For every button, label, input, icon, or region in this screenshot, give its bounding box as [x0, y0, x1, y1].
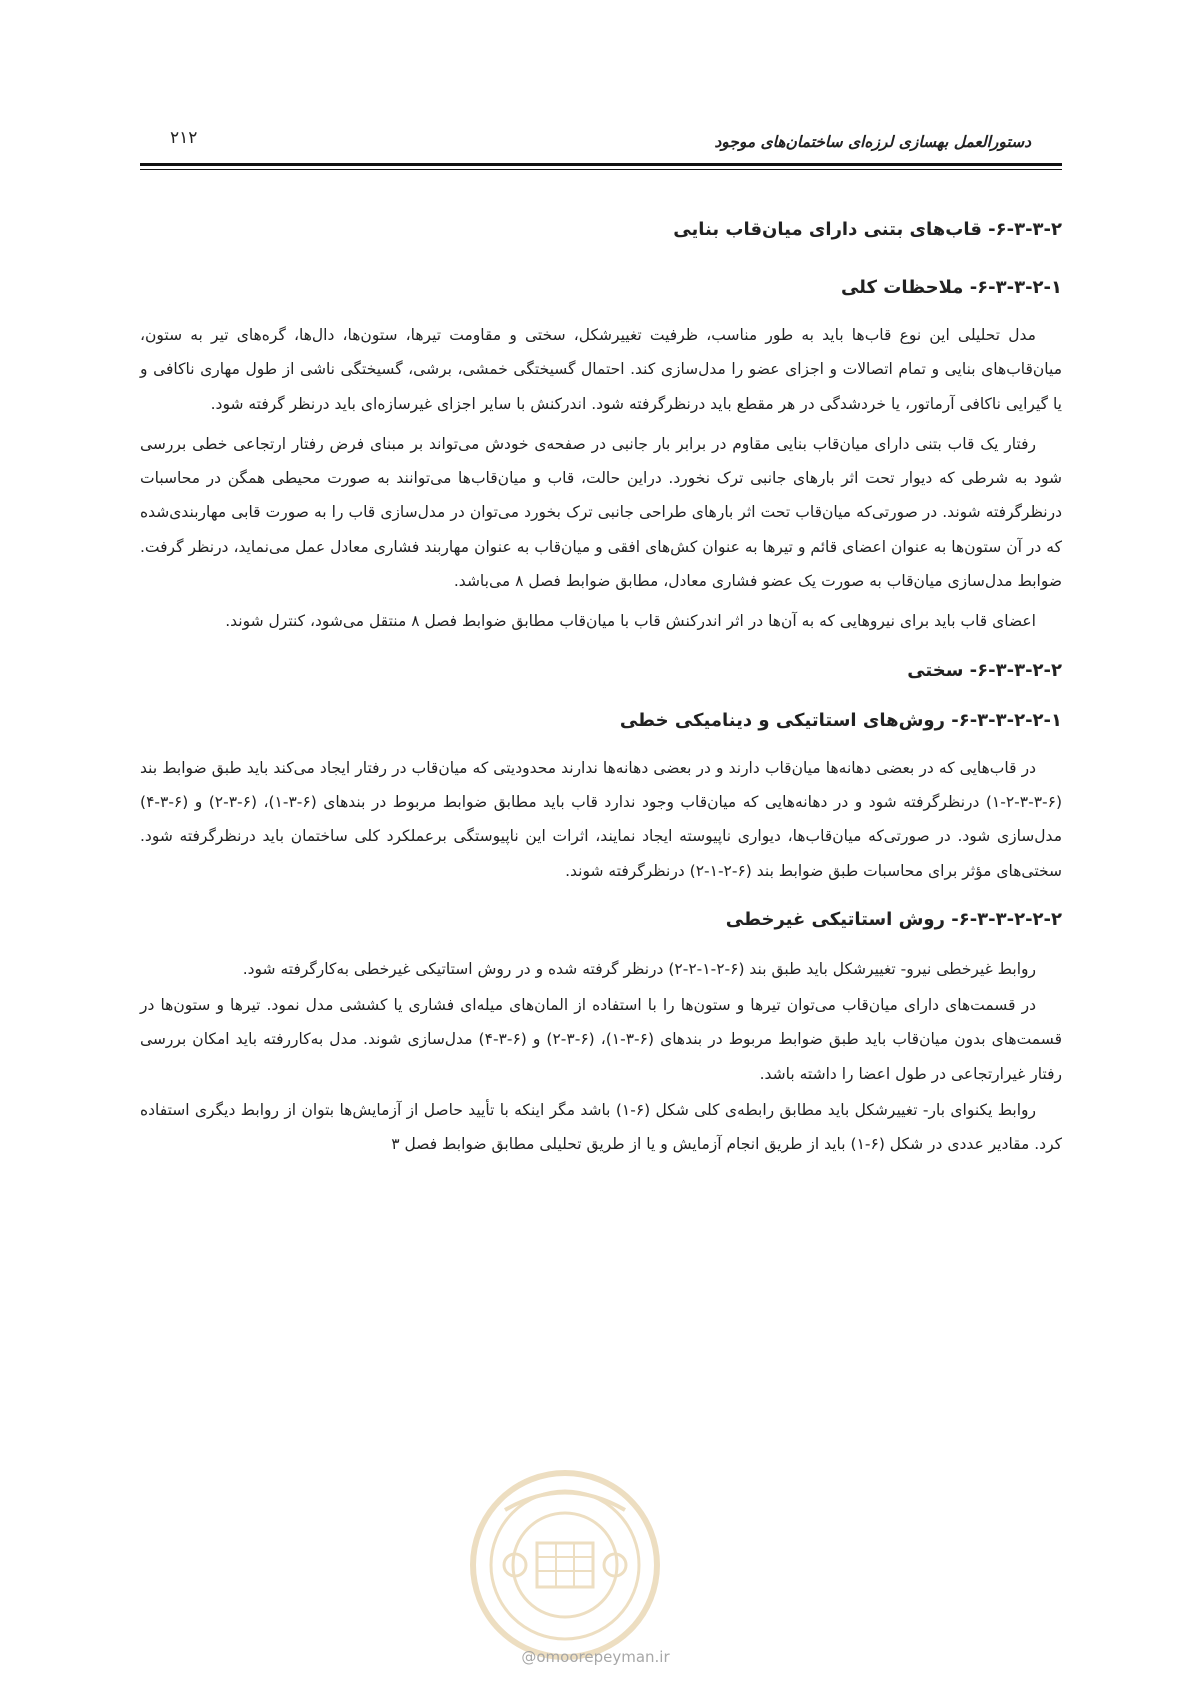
paragraph-frame-members: اعضای قاب باید برای نیروهایی که به آن‌ها در اثر اندرکنش قاب با میان‌قاب مطابق ضوابط فصل ۸ منتقل می‌شود، کنترل شوند. [225, 612, 1036, 631]
seal-stamp-watermark [465, 1465, 665, 1665]
body-content [140, 212, 1062, 1164]
footer-watermark-url: @omoorepeyman.ir [521, 1648, 670, 1666]
section-heading-stiffness: ۶-۳-۳-۲-۲- سختی [907, 659, 1062, 681]
paragraph-monotonic-relations: روابط یکنوای بار- تغییرشکل باید مطابق رابطه‌ی کلی شکل (۶-۱) باشد مگر اینکه با تأیید حاصل از آزمایش‌ها بتوان از روابط دیگری استفاده کرد. مقادیر عددی در شکل (۶-۱) باید از طریق انجام آزمایش و یا از طریق تحلیلی مطابق ضوابط فصل ۳ [140, 1101, 1062, 1154]
section-heading-general-considerations: ۶-۳-۳-۲-۱- ملاحظات کلی [840, 277, 1062, 298]
paragraph-nonlinear-relations: روابط غیرخطی نیرو- تغییرشکل باید طبق بند (۶-۲-۱-۲-۲) درنظر گرفته شده و در روش استاتیکی غیرخطی به‌کارگرفته شود. [242, 959, 1036, 978]
paragraph-infill-modeling: در قسمت‌های دارای میان‌قاب می‌توان تیرها و ستون‌ها را با استفاده از المان‌های میله‌ای فشاری یا کششی مدل نمود. تیرها و ستون‌ها در قسمت‌های بدون میان‌قاب باید طبق ضوابط مربوط در بندهای (۶-۳-۱)، (۶-۳-۲) و (۶-۳-۴) مدل‌سازی شوند. مدل به‌کاررفته باید امکان بررسی رفتار غیرارتجاعی در طول اعضا را داشته باشد. [140, 996, 1063, 1083]
paragraph-analytical-model: مدل تحلیلی این نوع قاب‌ها باید به طور مناسب، ظرفیت تغییرشکل، سختی و مقاومت تیرها، ستون‌ها، دال‌ها، گره‌های تیر به ستون، میان‌قاب‌های بنایی و تمام اتصالات و اجزای عضو را مدل‌سازی کند. احتمال گسیختگی خمشی، برشی، گسیختگی ناشی از طول مهاری ناکافی و یا گیرایی ناکافی آرماتور، یا خردشدگی در هر مقطع باید درنظرگرفته شود. اندرکنش با سایر اجزای غیرسازه‌ای باید درنظر گرفته شود. [140, 326, 1062, 413]
section-heading-linear-methods: ۶-۳-۳-۲-۲-۱- روش‌های استاتیکی و دینامیکی خطی [619, 709, 1062, 731]
section-heading-6-3-3-2: ۶-۳-۳-۲- قاب‌های بتنی دارای میان‌قاب بنایی [673, 219, 1062, 240]
section-heading-nonlinear-static: ۶-۳-۳-۲-۲-۲- روش استاتیکی غیرخطی [725, 908, 1062, 930]
paragraph-linear-methods: در قاب‌هایی که در بعضی دهانه‌ها میان‌قاب دارند و در بعضی دهانه‌ها ندارند محدودیتی که میان‌قاب در رفتار ایجاد می‌کند باید طبق ضوابط بند (۶-۳-۳-۲-۱) درنظرگرفته شود و در دهانه‌هایی که میان‌قاب وجود ندارد قاب باید مطابق ضوابط مربوط در بندهای (۶-۳-۱)، (۶-۳-۲) و (۶-۳-۴) مدل‌سازی شود. در صورتی‌که میان‌قاب‌ها، دیواری ناپیوسته ایجاد نمایند، اثرات این ناپیوستگی برعملکرد کلی ساختمان باید درنظرگرفته شود. سختی‌های مؤثر برای محاسبات طبق ضوابط بند (۶-۲-۱-۲) درنظرگرفته شوند. [140, 758, 1062, 880]
paragraph-frame-behavior: رفتار یک قاب بتنی دارای میان‌قاب بنایی مقاوم در برابر بار جانبی در صفحه‌ی خودش می‌تواند بر مبنای فرض رفتار ارتجاعی خطی بررسی شود به شرطی که دیوار تحت اثر بارهای جانبی ترک نخورد. دراین حالت، قاب و میان‌قاب‌ها می‌توانند به صورت محیطی همگن در محاسبات درنظرگرفته شوند. در صورتی‌که میان‌قاب تحت اثر بارهای طراحی جانبی ترک بخورد می‌توان در مدل‌سازی قاب را به صورت قابی مهاربندی‌شده که در آن ستون‌ها به عنوان اعضای قائم و تیرها به عنوان کش‌های افقی و میان‌قاب به عنوان مهاربند فشاری معادل عمل می‌نماید، درنظر گرفت. ضوابط مدل‌سازی میان‌قاب به صورت یک عضو فشاری معادل، مطابق ضوابط فصل ۸ می‌باشد. [140, 434, 1062, 591]
page-number: ۲۱۲ [170, 128, 198, 148]
header-rule-thick [140, 163, 1062, 166]
running-title: دستورالعمل بهسازی لرزه‌ای ساختمان‌های موجود [714, 133, 1031, 151]
header-rule-thin [140, 169, 1062, 170]
